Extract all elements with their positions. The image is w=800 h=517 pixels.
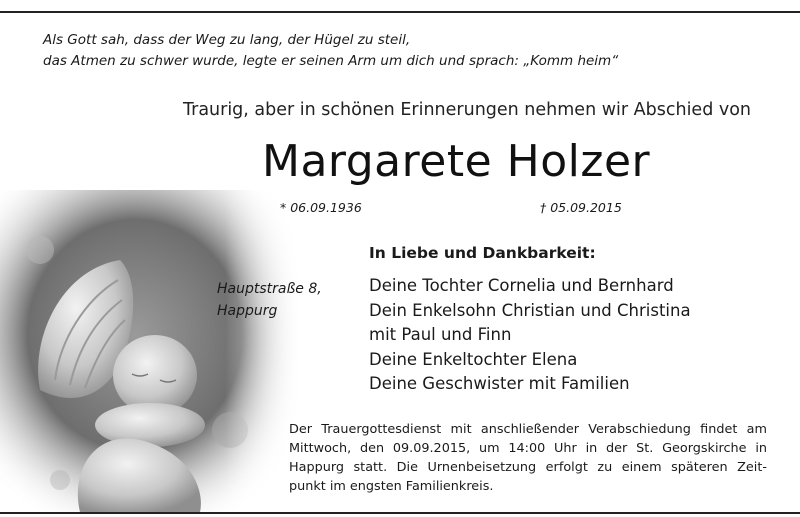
poem-line-2: das Atmen zu schwer wurde, legte er seinen Arm um dich und sprach: „Komm heim“ bbox=[43, 53, 619, 69]
angel-figurine-image bbox=[0, 190, 300, 512]
poem-line-1: Als Gott sah, dass der Weg zu lang, der Hügel zu steil, bbox=[43, 32, 411, 48]
service-line: Mittwoch, den 09.09.2015, um 14:00 Uhr in der St. Georgskirche in bbox=[289, 441, 767, 456]
intro-text: Traurig, aber in schönen Erinnerungen nehmen wir Abschied von bbox=[183, 100, 752, 120]
family-address bbox=[217, 278, 322, 322]
deceased-name: Margarete Holzer bbox=[262, 136, 651, 187]
mourner-entry: Deine Enkeltochter Elena bbox=[369, 349, 578, 369]
mourners-list bbox=[369, 274, 691, 397]
top-border bbox=[0, 11, 800, 13]
service-line: Der Trauergottesdienst mit anschließender Verabschiedung findet am bbox=[289, 422, 767, 437]
mourner-entry: Deine Geschwister mit Familien bbox=[369, 374, 630, 393]
funeral-service-info bbox=[289, 420, 767, 496]
service-line: punkt im engsten Familienkreis. bbox=[289, 479, 494, 494]
address-street: Hauptstraße 8, bbox=[217, 281, 322, 297]
death-date: † 05.09.2015 bbox=[540, 200, 622, 215]
poem-quote bbox=[43, 30, 618, 72]
bottom-border bbox=[0, 512, 800, 514]
birth-date: * 06.09.1936 bbox=[280, 200, 362, 215]
address-town: Happurg bbox=[217, 303, 278, 319]
mourners-heading: In Liebe und Dankbarkeit: bbox=[369, 244, 596, 262]
mourner-entry: Dein Enkelsohn Christian und Christina bbox=[369, 300, 691, 320]
service-line: Happurg statt. Die Urnenbeisetzung erfolgt zu einem späteren Zeit- bbox=[289, 460, 767, 475]
mourner-entry: Deine Tochter Cornelia und Bernhard bbox=[369, 276, 674, 295]
mourner-entry: mit Paul und Finn bbox=[369, 325, 512, 344]
